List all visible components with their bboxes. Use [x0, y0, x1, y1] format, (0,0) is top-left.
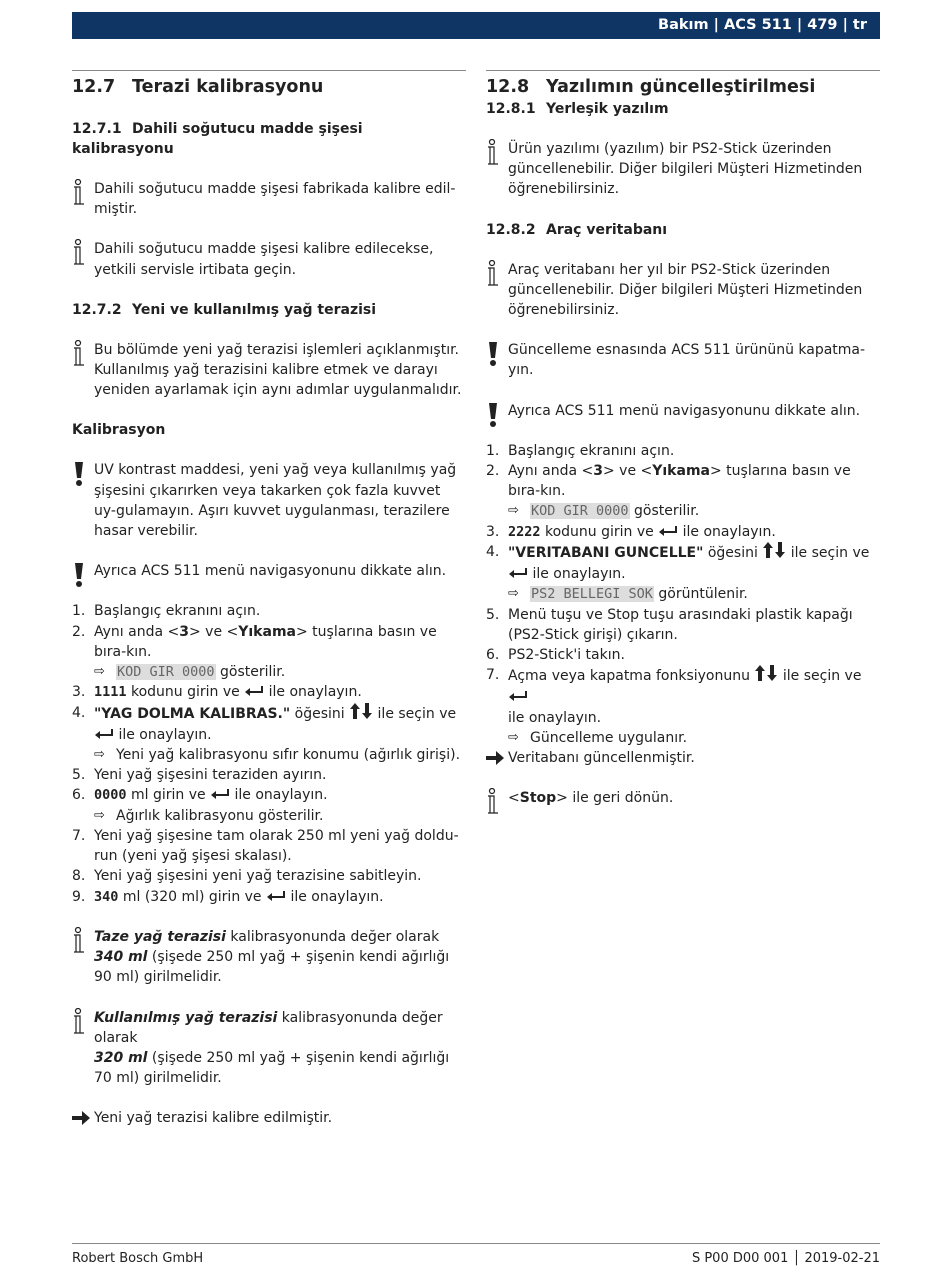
up-down-arrow-icon — [754, 665, 778, 687]
subsection-heading — [72, 119, 466, 159]
list-item: 6. 0000 ml girin ve ile onaylayın. — [72, 785, 466, 805]
result-arrow-icon: ⇨ — [94, 747, 105, 763]
warning-icon — [72, 460, 86, 494]
section-heading — [486, 75, 880, 99]
list-item: 3. 1111 kodunu girin ve ile onaylayın. — [72, 682, 466, 702]
info-icon — [486, 788, 502, 822]
info-note — [72, 340, 466, 401]
list-item: 1. Başlangıç ekranını açın. — [72, 603, 261, 620]
result-item: ⇨ KOD GIR 0000 gösterilir. — [72, 662, 466, 682]
subsection-heading — [72, 300, 466, 320]
result-item: ⇨ Ağırlık kalibrasyonu gösterilir. — [72, 806, 466, 826]
left-column — [72, 70, 466, 1129]
footer-docref: S P00 D00 001 │ 2019-02-21 — [691, 1251, 880, 1266]
info-icon — [72, 239, 88, 273]
list-item: 6. PS2-Stick'i takın. — [486, 647, 625, 664]
result-final: Veritabanı güncellenmiştir. — [486, 748, 880, 768]
result-item: ⇨ Güncelleme uygulanır. — [486, 728, 880, 748]
note-text: Ürün yazılımı (yazılım) bir PS2-Stick üzerinden güncellenebilir. Diğer bilgileri Müşteri Hizmetinden öğrenebilirsiniz. — [508, 141, 863, 198]
section-number: 12.7 — [72, 77, 116, 97]
section-rule — [486, 70, 880, 71]
info-icon — [72, 927, 88, 961]
enter-key-icon — [244, 682, 264, 702]
warning-icon — [486, 340, 500, 374]
info-icon — [72, 1008, 88, 1042]
note-text: Güncelleme esnasında ACS 511 ürününü kapatma-yın. — [508, 342, 866, 379]
section-title: Terazi kalibrasyonu — [132, 77, 324, 97]
list-item: 2. Aynı anda <3> ve <Yıkama> tuşlarına basın ve bıra-kın. — [486, 463, 851, 500]
up-down-arrow-icon — [762, 542, 786, 564]
subsection-heading — [486, 220, 880, 240]
warning-note — [72, 460, 466, 541]
list-item: 4. "VERITABANI GUNCELLE" öğesini ile seçin ve ile onaylayın. — [486, 542, 880, 585]
enter-key-icon — [266, 887, 286, 907]
right-column — [486, 70, 880, 809]
subsection-number: 12.7.2 — [72, 301, 122, 318]
info-note — [72, 239, 466, 279]
result-item: ⇨ PS2 BELLEGI SOK görüntülenir. — [486, 584, 880, 604]
note-text: Araç veritabanı her yıl bir PS2-Stick üzerinden güncellenebilir. Diğer bilgileri Müşteri Hizmetinden öğrenebilirsiniz. — [508, 261, 863, 319]
info-note — [72, 179, 466, 219]
result-final: Yeni yağ terazisi kalibre edilmiştir. — [72, 1108, 466, 1128]
up-down-arrow-icon — [349, 703, 373, 725]
enter-key-icon — [210, 785, 230, 805]
list-item: 9. 340 ml (320 ml) girin ve ile onaylayın. — [72, 887, 466, 907]
enter-key-icon — [94, 725, 114, 745]
warning-note — [486, 340, 880, 380]
result-arrow-icon: ⇨ — [94, 664, 105, 680]
subsection-heading — [486, 99, 880, 119]
note-text: UV kontrast maddesi, yeni yağ veya kullanılmış yağ şişesini çıkarırken veya takarken çok fazla kuvvet uy-gulamayın. Aşırı kuvvet uygulanması, terazilere hasar verebilir. — [94, 462, 457, 540]
lcd-display: PS2 BELLEGI SOK — [531, 586, 653, 603]
lcd-display: KOD GIR 0000 — [531, 503, 629, 520]
enter-key-icon — [508, 687, 528, 707]
subsection-title: Dahili soğutucu madde şişesi kalibrasyonu — [72, 121, 363, 157]
info-icon — [72, 179, 88, 213]
note-text: Dahili soğutucu madde şişesi fabrikada kalibre edil-miştir. — [94, 181, 456, 218]
list-item: 4. "YAG DOLMA KALIBRAS." öğesini ile seçin ve ile onaylayın. — [72, 703, 466, 746]
info-note: <Stop> ile geri dönün. — [486, 788, 880, 808]
enter-key-icon — [658, 522, 678, 542]
result-arrow-icon: ⇨ — [508, 730, 519, 745]
info-icon — [72, 340, 88, 374]
result-item: ⇨ KOD GIR 0000 gösterilir. — [486, 501, 880, 521]
subsection-title: Yerleşik yazılım — [546, 101, 669, 117]
warning-note — [486, 401, 880, 421]
info-icon — [486, 139, 502, 173]
lcd-display: KOD GIR 0000 — [117, 664, 215, 681]
info-note — [486, 139, 880, 200]
calibration-heading: Kalibrasyon — [72, 422, 166, 439]
section-number: 12.8 — [486, 77, 530, 97]
list-item: 5. Menü tuşu ve Stop tuşu arasındaki plastik kapağı (PS2-Stick girişi) çıkarın. — [486, 606, 853, 643]
arrow-right-icon — [486, 750, 504, 772]
list-item: 8. Yeni yağ şişesini yeni yağ terazisine sabitleyin. — [72, 868, 422, 885]
info-icon — [486, 260, 502, 294]
note-text: Ayrıca ACS 511 menü navigasyonunu dikkate alın. — [508, 402, 861, 419]
enter-key-icon — [508, 564, 528, 584]
note-text: Bu bölümde yeni yağ terazisi işlemleri açıklanmıştır. Kullanılmış yağ terazisini kalibre etmek ve darayı yeniden ayarlamak için aynı adımlar uygulanmalıdır. — [94, 341, 462, 399]
list-item: 1. Başlangıç ekranını açın. — [486, 442, 675, 459]
section-rule — [72, 70, 466, 71]
footer-company: Robert Bosch GmbH — [72, 1251, 204, 1266]
result-arrow-icon: ⇨ — [508, 586, 519, 602]
list-item: 7. Açma veya kapatma fonksiyonunu ile seçin ve ile onaylayın. — [486, 667, 862, 726]
result-item: ⇨ Yeni yağ kalibrasyonu sıfır konumu (ağırlık girişi). — [72, 745, 466, 765]
subsection-title: Araç veritabanı — [546, 221, 668, 238]
section-heading — [72, 75, 466, 99]
subsection-title: Yeni ve kullanılmış yağ terazisi — [132, 301, 377, 318]
subsection-number: 12.8.1 — [486, 101, 536, 117]
subsection-number: 12.8.2 — [486, 221, 536, 238]
warning-icon — [72, 561, 86, 595]
subsection-number: 12.7.1 — [72, 121, 122, 137]
info-note: Kullanılmış yağ terazisi kalibrasyonunda değer olarak 320 ml (şişede 250 ml yağ + şişenin kendi ağırlığı 70 ml) girilmelidir. — [72, 1008, 466, 1089]
footer-rule — [72, 1243, 880, 1244]
warning-note — [72, 561, 466, 581]
info-note — [486, 260, 880, 321]
info-note: Taze yağ terazisi kalibrasyonunda değer olarak 340 ml (şişede 250 ml yağ + şişenin kendi ağırlığı 90 ml) girilmelidir. — [72, 927, 466, 988]
list-item: 3. 2222 kodunu girin ve ile onaylayın. — [486, 522, 880, 542]
list-item: 2. Aynı anda <3> ve <Yıkama> tuşlarına basın ve bıra-kın. — [72, 623, 437, 660]
result-arrow-icon: ⇨ — [94, 807, 105, 823]
page-header: Bakım | ACS 511 | 479 | tr — [72, 12, 880, 39]
arrow-right-icon — [72, 1110, 90, 1132]
result-arrow-icon: ⇨ — [508, 503, 519, 519]
section-title: Yazılımın güncelleştirilmesi — [546, 77, 816, 97]
list-item: 7. Yeni yağ şişesine tam olarak 250 ml yeni yağ doldu-run (yeni yağ şişesi skalası). — [72, 828, 459, 865]
list-item: 5. Yeni yağ şişesini teraziden ayırın. — [72, 767, 327, 784]
note-text: Dahili soğutucu madde şişesi kalibre edilecekse, yetkili servisle irtibata geçin. — [94, 241, 434, 278]
warning-icon — [486, 401, 500, 435]
note-text: Ayrıca ACS 511 menü navigasyonunu dikkate alın. — [94, 563, 447, 580]
